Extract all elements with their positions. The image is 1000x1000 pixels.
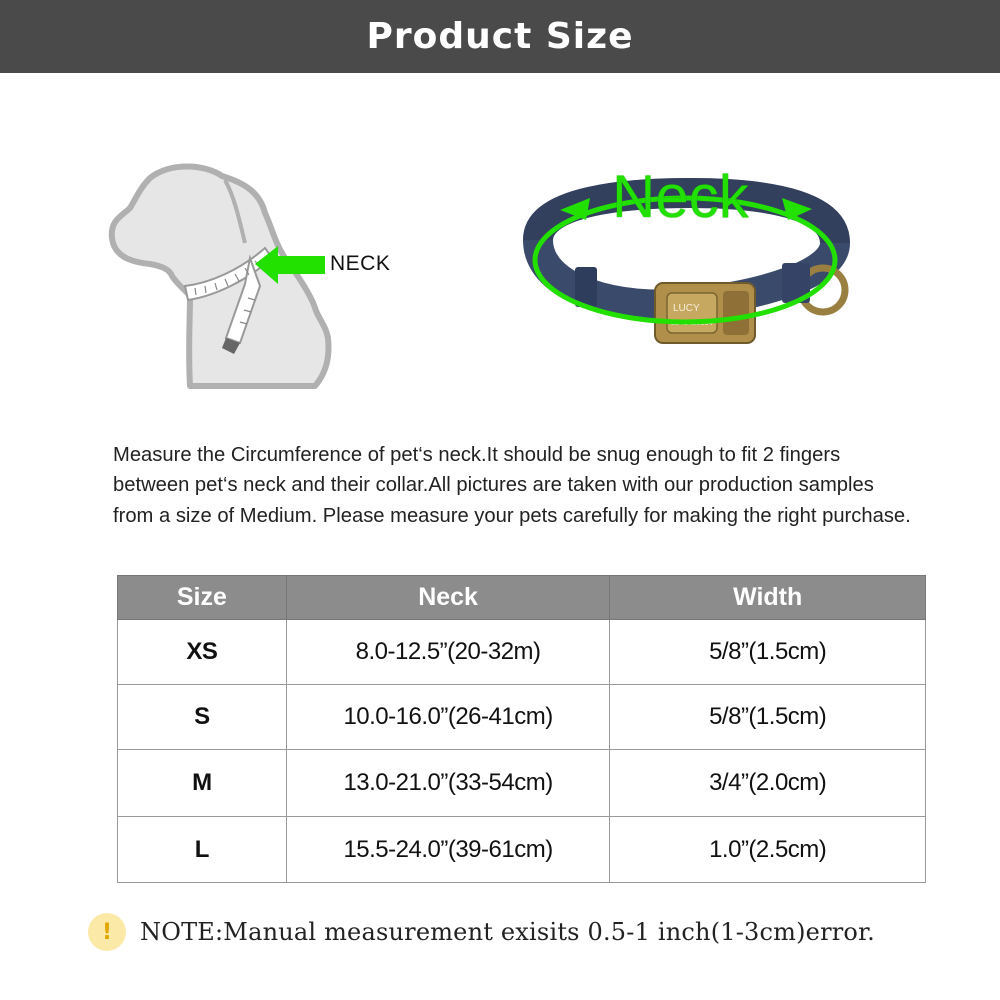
size-cell: M bbox=[118, 750, 287, 817]
neck-cell: 8.0-12.5”(20-32m) bbox=[286, 620, 610, 685]
width-cell: 5/8”(1.5cm) bbox=[610, 620, 926, 685]
table-row bbox=[118, 750, 926, 817]
note-row bbox=[88, 913, 875, 951]
buckle-tag-phone: 2242420504 bbox=[671, 318, 713, 327]
header-size: Size bbox=[118, 576, 287, 620]
header-width: Width bbox=[610, 576, 926, 620]
neck-cell: 10.0-16.0”(26-41cm) bbox=[286, 685, 610, 750]
collar-neck-label: Neck bbox=[612, 163, 749, 230]
dog-neck-label: NECK bbox=[330, 252, 391, 275]
neck-cell: 15.5-24.0”(39-61cm) bbox=[286, 817, 610, 883]
table-row bbox=[118, 817, 926, 883]
page-title: Product Size bbox=[366, 16, 634, 57]
table-header-row bbox=[118, 576, 926, 620]
width-cell: 5/8”(1.5cm) bbox=[610, 685, 926, 750]
header-bar bbox=[0, 0, 1000, 73]
buckle-tag-name: LUCY bbox=[673, 303, 700, 314]
size-cell: XS bbox=[118, 620, 287, 685]
table-row bbox=[118, 685, 926, 750]
size-table bbox=[117, 575, 926, 883]
size-cell: L bbox=[118, 817, 287, 883]
warning-icon: ! bbox=[88, 913, 126, 951]
size-cell: S bbox=[118, 685, 287, 750]
width-cell: 1.0”(2.5cm) bbox=[610, 817, 926, 883]
header-neck: Neck bbox=[286, 576, 610, 620]
neck-cell: 13.0-21.0”(33-54cm) bbox=[286, 750, 610, 817]
table-row bbox=[118, 620, 926, 685]
buckle bbox=[655, 283, 755, 343]
measure-description: Measure the Circumference of pet‘s neck.It should be snug enough to fit 2 fingers between pet‘s neck and their collar.All pictures are taken with our production samples from a size of Medium. Please measure your pets carefully for making the right purchase. bbox=[113, 444, 911, 527]
dog-neck-illustration bbox=[100, 158, 410, 398]
note-text: NOTE:Manual measurement exisits 0.5-1 inch(1-3cm)error. bbox=[140, 918, 875, 946]
width-cell: 3/4”(2.0cm) bbox=[610, 750, 926, 817]
